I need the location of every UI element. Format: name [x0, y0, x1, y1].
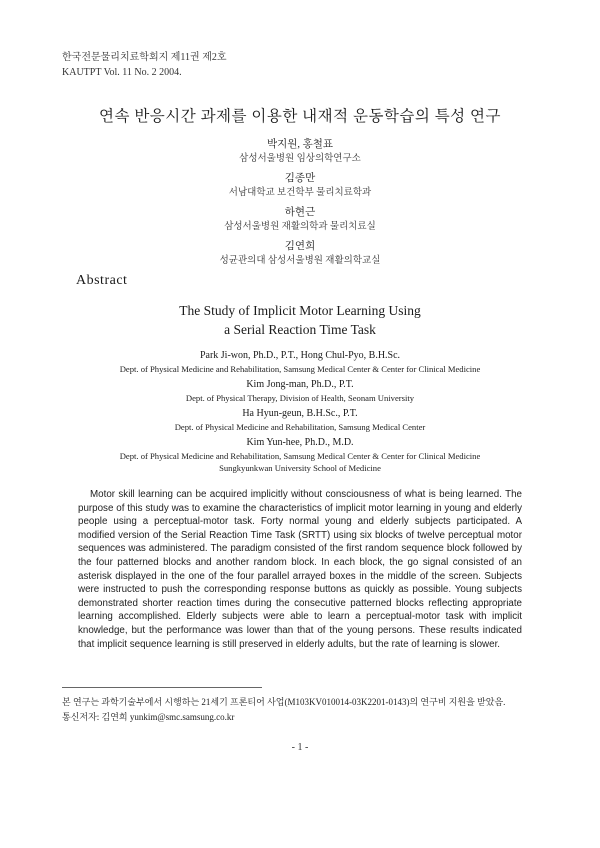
author-group-en	[0, 408, 600, 433]
author-affiliation-en: Dept. of Physical Therapy, Division of Health, Seonam University	[185, 392, 415, 403]
footnotes	[62, 695, 505, 725]
abstract-text: Motor skill learning can be acquired implicitly without consciousness of what is being learned. The purpose of this study was to examine the characteristics of implicit motor learning in young and elderly people using a perceptual-motor task. Forty normal young and elderly subjects participated. A modified version of the Serial Reaction Time Task (SRTT) using six blocks of twelve perceptual motor sequences was administered. The paradigm consisted of the first random sequence block followed by the four patterned blocks and another random block. In each block, the go signal consisted of an asterisk displayed in the one of the four parallel arrayed boxes in the middle of the screen. Subjects were instructed to push the corresponding response buttons as quickly as possible. Young subjects demonstrated shorter reaction times during the consecutive patterned blocks reflecting appropriate learning accomplished. Elderly subjects were able to learn a perceptual-motor task with implicit knowledge, but the performance was lower than that of the young persons. These results indicated that implicit sequence learning is still preserved in elderly adults, but the rate of learning is slower.	[78, 489, 522, 650]
author-group-kr	[0, 206, 600, 234]
funding-note: 본 연구는 과학기술부에서 시행하는 21세기 프론티어 사업(M103KV010014-03K2201-0143)의 연구비 지원을 받았음.	[62, 697, 506, 707]
author-affiliation-kr: 성균관의대 삼성서울병원 재활의학교실	[219, 256, 381, 266]
author-group-en	[0, 379, 600, 404]
author-affiliation-kr: 삼성서울병원 재활의학과 물리치료실	[224, 222, 376, 232]
footnote-divider	[62, 687, 262, 688]
abstract-heading: Abstract	[76, 273, 128, 288]
author-list-en	[0, 350, 600, 479]
author-group-kr	[0, 172, 600, 200]
author-names-kr: 김종만	[284, 173, 316, 184]
journal-volume: KAUTPT Vol. 11 No. 2 2004.	[62, 67, 182, 78]
author-names-en: Kim Yun-hee, Ph.D., M.D.	[246, 437, 354, 448]
author-affiliation-kr: 삼성서울병원 임상의학연구소	[239, 154, 361, 164]
author-names-en: Park Ji-won, Ph.D., P.T., Hong Chul-Pyo, B.H.Sc.	[199, 350, 401, 361]
author-group-en	[0, 350, 600, 375]
author-list-kr	[0, 138, 600, 274]
author-affiliation-en: Dept. of Physical Medicine and Rehabilitation, Samsung Medical Center & Center for Clinical Medicine	[119, 363, 481, 374]
paper-title-en	[0, 301, 600, 339]
corresponding-author-note: 통신저자: 김연희 yunkim@smc.samsung.co.kr	[62, 712, 235, 722]
journal-header	[62, 50, 227, 80]
journal-name-kr: 한국전문물리치료학회지 제11권 제2호	[62, 52, 227, 63]
paper-title-en-line2: a Serial Reaction Time Task	[224, 322, 376, 337]
author-names-kr: 박지원, 홍철표	[266, 139, 334, 150]
author-names-en: Kim Jong-man, Ph.D., P.T.	[246, 379, 354, 390]
author-affiliation-en: Dept. of Physical Medicine and Rehabilitation, Samsung Medical Center & Center for Clinical Medicine	[119, 450, 481, 461]
paper-title-kr: 연속 반응시간 과제를 이용한 내재적 운동학습의 특성 연구	[99, 108, 501, 125]
author-group-en	[0, 437, 600, 475]
author-names-en: Ha Hyun-geun, B.H.Sc., P.T.	[242, 408, 358, 419]
author-affiliation-en-secondary: Sungkyunkwan University School of Medicine	[219, 463, 381, 473]
author-affiliation-kr: 서남대학교 보건학부 물리치료학과	[228, 188, 372, 198]
author-affiliation-en: Dept. of Physical Medicine and Rehabilitation, Samsung Medical Center	[174, 421, 426, 432]
author-names-kr: 하현근	[284, 207, 316, 218]
page-number: - 1 -	[291, 742, 309, 753]
paper-title-en-line1: The Study of Implicit Motor Learning Using	[179, 303, 421, 318]
author-names-kr: 김연희	[284, 241, 316, 252]
author-group-kr	[0, 240, 600, 268]
author-group-kr	[0, 138, 600, 166]
